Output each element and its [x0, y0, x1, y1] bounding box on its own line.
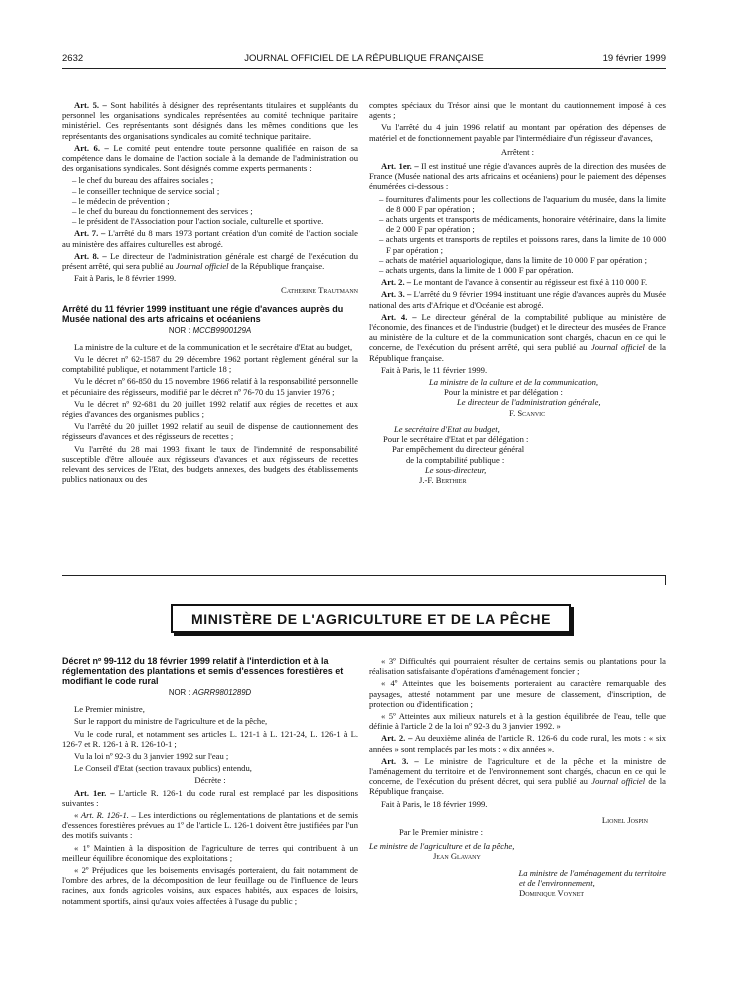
journal-title: JOURNAL OFFICIEL DE LA RÉPUBLIQUE FRANÇAISE [244, 53, 484, 64]
journal-reference: Journal officiel [591, 776, 646, 787]
article-3 [369, 756, 666, 797]
article-label: Art. 3. – [381, 289, 412, 300]
vu-paragraph: Vu le code rural, et notamment ses articles L. 121-1 à L. 121-24, L. 126-1 à L. 126-7 et R. 126-1 à R. 126-10-1 ; [62, 728, 358, 749]
list-item: – achats urgents et transports de médicaments, honoraire vétérinaire, dans la limite de 2 000 F par opération ; [379, 214, 666, 235]
signatory-name: Catherine Trautmann [281, 285, 358, 296]
signatory-name: Lionel Jospin [601, 814, 648, 825]
article-text: Le montant de l'avance à consentir au régisseur est fixé à 110 000 F. [411, 277, 648, 288]
nor-code: MCCB9900129A [192, 325, 252, 335]
quoted-article: « Art. R. 126-1. – Les interdictions ou réglementations de plantations et de semis d'essences forestières prévues au 1º de l'article L. 126-1 doivent être justifiées par l'un des motifs suivants : [62, 810, 358, 841]
column-bottom-left [62, 656, 358, 908]
signatory-name: J.-F. Berthier [419, 474, 467, 485]
article-text: Le comité peut entendre toute personne qualifiée en raison de sa compétence dans le domaine de l'action sociale à la demande de l'administration ou des organisations syndicales. Sont désignés comme experts permanents : [62, 142, 358, 174]
conseil-paragraph: Le Conseil d'Etat (section travaux publics) entendu, [74, 763, 252, 774]
header-divider [62, 68, 666, 69]
list-item: – le médecin de prévention ; [72, 195, 170, 206]
article-label: Art. 1er. – [74, 787, 115, 798]
signature-delegation: Pour le secrétaire d'Etat et par délégation : [383, 434, 529, 445]
signature-title: Le secrétaire d'Etat au budget, [394, 423, 500, 434]
premier-ministre: Le Premier ministre, [74, 704, 145, 715]
article-label: Art. 5. – [74, 100, 107, 110]
nor-label: NOR : [168, 325, 193, 335]
nor-label: NOR : [168, 688, 193, 697]
journal-reference: Journal officiel [590, 342, 645, 353]
article-text: Le ministre de l'agriculture et de la pêche et la ministre de l'aménagement du territoire et de l'environnement sont chargés, chacun en ce qui le concerne, de l'exécution du présent décret, qui sera publié au [369, 755, 666, 787]
signatory-name: Dominique Voynet [519, 888, 585, 899]
article-5 [62, 100, 358, 141]
date-place: Fait à Paris, le 11 février 1999. [381, 364, 488, 375]
signature-title: La ministre de la culture et de la communication, [429, 377, 599, 388]
decrete-heading: Décrète : [194, 775, 226, 786]
article-2 [369, 733, 666, 753]
vu-paragraph: Vu le décret nº 66-850 du 15 novembre 1966 relatif à la responsabilité personnelle et pécuniaire des régisseurs, modifié par le décret nº 76-70 du 15 janvier 1976 ; [62, 376, 358, 397]
section-divider [62, 575, 666, 576]
expenses-list [369, 194, 666, 276]
column-bottom-right [369, 656, 666, 898]
article-text: L'arrêté du 9 février 1994 instituant une régie d'avances auprès du Musée national des arts d'Afrique et d'Océanie est abrogé. [369, 289, 667, 310]
rapport-paragraph: Sur le rapport du ministre de l'agriculture et de la pêche, [74, 716, 268, 727]
article-6 [62, 143, 358, 174]
article-text: – Les interdictions ou réglementations de plantations et de semis d'essences forestières prévues au 1º de l'article L. 126-1 doivent être justifiées par l'un des motifs suivants : [62, 810, 358, 841]
article-2 [369, 277, 666, 287]
article-text: Le directeur général de la comptabilité publique au ministère de l'économie, des finances et de l'industrie (budget) et le directeur des musées de France au ministère de la culture et de la communication sont chargés, chacun en ce qui le concerne, de l'exécution du présent arrêté, qui sera publié au [369, 311, 666, 353]
article-label: Art. 3. – [381, 755, 419, 766]
list-item: – achats urgents et transports de reptiles et poissons rares, dans la limite de 10 000 F par opération ; [379, 234, 666, 255]
arrete-title: Arrêté du 11 février 1999 instituant une régie d'avances auprès du Musée national des arts africains et océaniens [62, 303, 344, 324]
motif-paragraph: « 4º Atteintes que les boisements porteraient au caractère remarquable des paysages, attesté notamment par une mesure de classement, d'inscription, de protection ou d'identification ; [369, 678, 666, 709]
article-label: Art. 7. – [74, 228, 106, 239]
nor-reference [62, 688, 358, 698]
experts-list [62, 175, 358, 226]
motif-paragraph: « 5º Atteintes aux milieux naturels et à la gestion équilibrée de l'eau, telle que définie à l'article 2 de la loi nº 92-3 du 3 janvier 1992. » [369, 711, 666, 732]
article-label: Art. 8. – [74, 250, 107, 261]
article-text: Sont habilités à désigner des représentants titulaires et suppléants du personnel les organisations syndicales représentées au comité technique paritaire ministériel. Ces représentants sont désignés dans les mêmes conditions que les représentants des organisations syndicales au comité technique paritaire. [62, 100, 358, 141]
article-1 [369, 161, 666, 192]
issue-date: 19 février 1999 [602, 53, 666, 64]
list-item: – achats urgents, dans la limite de 1 000 F par opération. [379, 265, 574, 276]
signatory-name: F. Scanvic [509, 407, 546, 418]
vu-paragraph: Vu l'arrêté du 20 juillet 1992 relatif au seuil de dispense de cautionnement des régisseurs d'avances et des régisseurs de recettes ; [62, 421, 358, 442]
article-text: de la République française. [369, 776, 666, 797]
vu-paragraph: Vu l'arrêté du 28 mai 1993 fixant le taux de l'indemnité de responsabilité susceptible d'être allouée aux régisseurs d'avances et aux régisseurs de recettes relevant des services de l'Etat, des budgets annexes, des budgets des établissements publics nationaux ou des [62, 443, 358, 485]
vu-paragraph: Vu le décret nº 62-1587 du 29 décembre 1962 portant règlement général sur la comptabilité publique, et notamment l'article 18 ; [62, 354, 358, 375]
date-place: Fait à Paris, le 18 février 1999. [381, 798, 488, 809]
signature-title: Le directeur de l'administration générale, [457, 397, 601, 408]
continued-paragraph: comptes spéciaux du Trésor ainsi que le montant du cautionnement imposé à ces agents ; [369, 100, 666, 121]
arretent-heading: Arrêtent : [500, 146, 535, 157]
page-number: 2632 [62, 53, 84, 64]
column-top-left [62, 100, 358, 487]
motif-paragraph: « 2º Préjudices que les boisements envisagés porteraient, du fait notamment de l'ombre des arbres, de la décomposition de leur feuillage ou de l'influence de leurs racines, aux fonds agricoles voisins, aux espaces habités, aux espaces de loisirs, notamment sportifs, ainsi qu'aux voies affectées à l'usage du public ; [62, 865, 358, 906]
signature-title: La ministre de l'aménagement du territoire [518, 867, 666, 878]
vu-paragraph: Vu l'arrêté du 4 juin 1996 relatif au montant par opération des dépenses de matériel et de fonctionnement payable par l'intermédiaire d'un régisseur d'avances, [369, 122, 666, 143]
article-4 [369, 312, 666, 363]
nor-code: AGRR9801289D [192, 688, 252, 697]
article-label: Art. 2. – [381, 733, 413, 744]
article-text: Il est institué une régie d'avances auprès de la direction des musées de France (Musée national des arts africains et océaniens) pour le paiement des dépenses énumérées ci-dessous : [369, 161, 666, 192]
article-text: Au deuxième alinéa de l'article R. 126-6 du code rural, les mots : « six années » sont remplacés par les mots : « dix années ». [369, 733, 667, 754]
list-item: – le chef du bureau des affaires sociales ; [72, 175, 214, 186]
intro-paragraph: La ministre de la culture et de la communication et le secrétaire d'Etat au budget, [74, 341, 353, 352]
signatory-name: Jean Glavany [433, 851, 481, 862]
article-label: Art. 2. – [381, 277, 412, 288]
article-8 [62, 251, 358, 271]
signature-delegation: Pour la ministre et par délégation : [444, 387, 563, 398]
nor-reference [62, 326, 358, 336]
signature-title: Le ministre de l'agriculture et de la pêche, [369, 841, 515, 852]
signature-title: et de l'environnement, [519, 877, 595, 888]
article-text: Le directeur de l'administration générale est chargé de l'exécution du présent arrêté, qui sera publié au [62, 250, 358, 272]
motif-paragraph: « 3º Difficultés qui pourraient résulter de certains semis ou plantations pour la réalisation satisfaisante d'opérations d'aménagement foncier ; [369, 656, 666, 677]
list-item: – le chef du bureau du fonctionnement des services ; [72, 206, 253, 217]
decret-title: Décret nº 99-112 du 18 février 1999 relatif à l'interdiction et à la réglementation des plantations et semis d'essences forestières et modifiant le code rural [62, 656, 344, 686]
article-7 [62, 228, 358, 248]
ministry-heading: MINISTÈRE DE L'AGRICULTURE ET DE LA PÊCHE [171, 604, 571, 633]
article-1 [62, 788, 358, 808]
article-3 [369, 289, 666, 309]
vu-paragraph: Vu le décret nº 92-681 du 20 juillet 1992 relatif aux régies de recettes et aux régies d'avances des organismes publics ; [62, 398, 358, 420]
list-item: – fournitures d'aliments pour les collections de l'aquarium du musée, dans la limite de 8 000 F par opération ; [379, 193, 666, 214]
signature-delegation: de la comptabilité publique : [406, 454, 505, 465]
article-text: de la République française. [228, 261, 325, 272]
page-header [62, 53, 666, 67]
article-label: Art. 4. – [381, 311, 417, 322]
list-item: – achats de matériel aquariologique, dans la limite de 10 000 F par opération ; [379, 254, 647, 265]
signature-delegation: Par empêchement du directeur général [392, 444, 525, 455]
signature-delegation: Par le Premier ministre : [399, 827, 484, 838]
date-place: Fait à Paris, le 8 février 1999. [74, 273, 177, 284]
article-text: L'arrêté du 8 mars 1973 portant création d'un comité de l'action sociale au ministère des affaires culturelles est abrogé. [62, 228, 358, 249]
article-label: Art. 6. – [74, 142, 109, 153]
list-item: – le président de l'Association pour l'action sociale, culturelle et sportive. [72, 216, 324, 227]
article-text: de la République française. [369, 342, 666, 363]
quoted-article-label: Art. R. 126-1. [80, 810, 129, 821]
signature-title: Le sous-directeur, [425, 464, 487, 475]
motif-paragraph: « 1º Maintien à la disposition de l'agriculture de terres qui contribuent à un meilleur équilibre économique des exploitations ; [62, 842, 358, 863]
list-item: – le conseiller technique de service social ; [72, 185, 220, 196]
journal-reference: Journal officiel [175, 261, 229, 272]
section-divider-tick [665, 575, 666, 585]
article-label: Art. 1er. – [381, 161, 419, 172]
article-text: L'article R. 126-1 du code rural est remplacé par les dispositions suivantes : [62, 787, 358, 808]
column-top-right [369, 100, 666, 485]
vu-paragraph: Vu la loi nº 92-3 du 3 janvier 1992 sur l'eau ; [74, 751, 229, 762]
